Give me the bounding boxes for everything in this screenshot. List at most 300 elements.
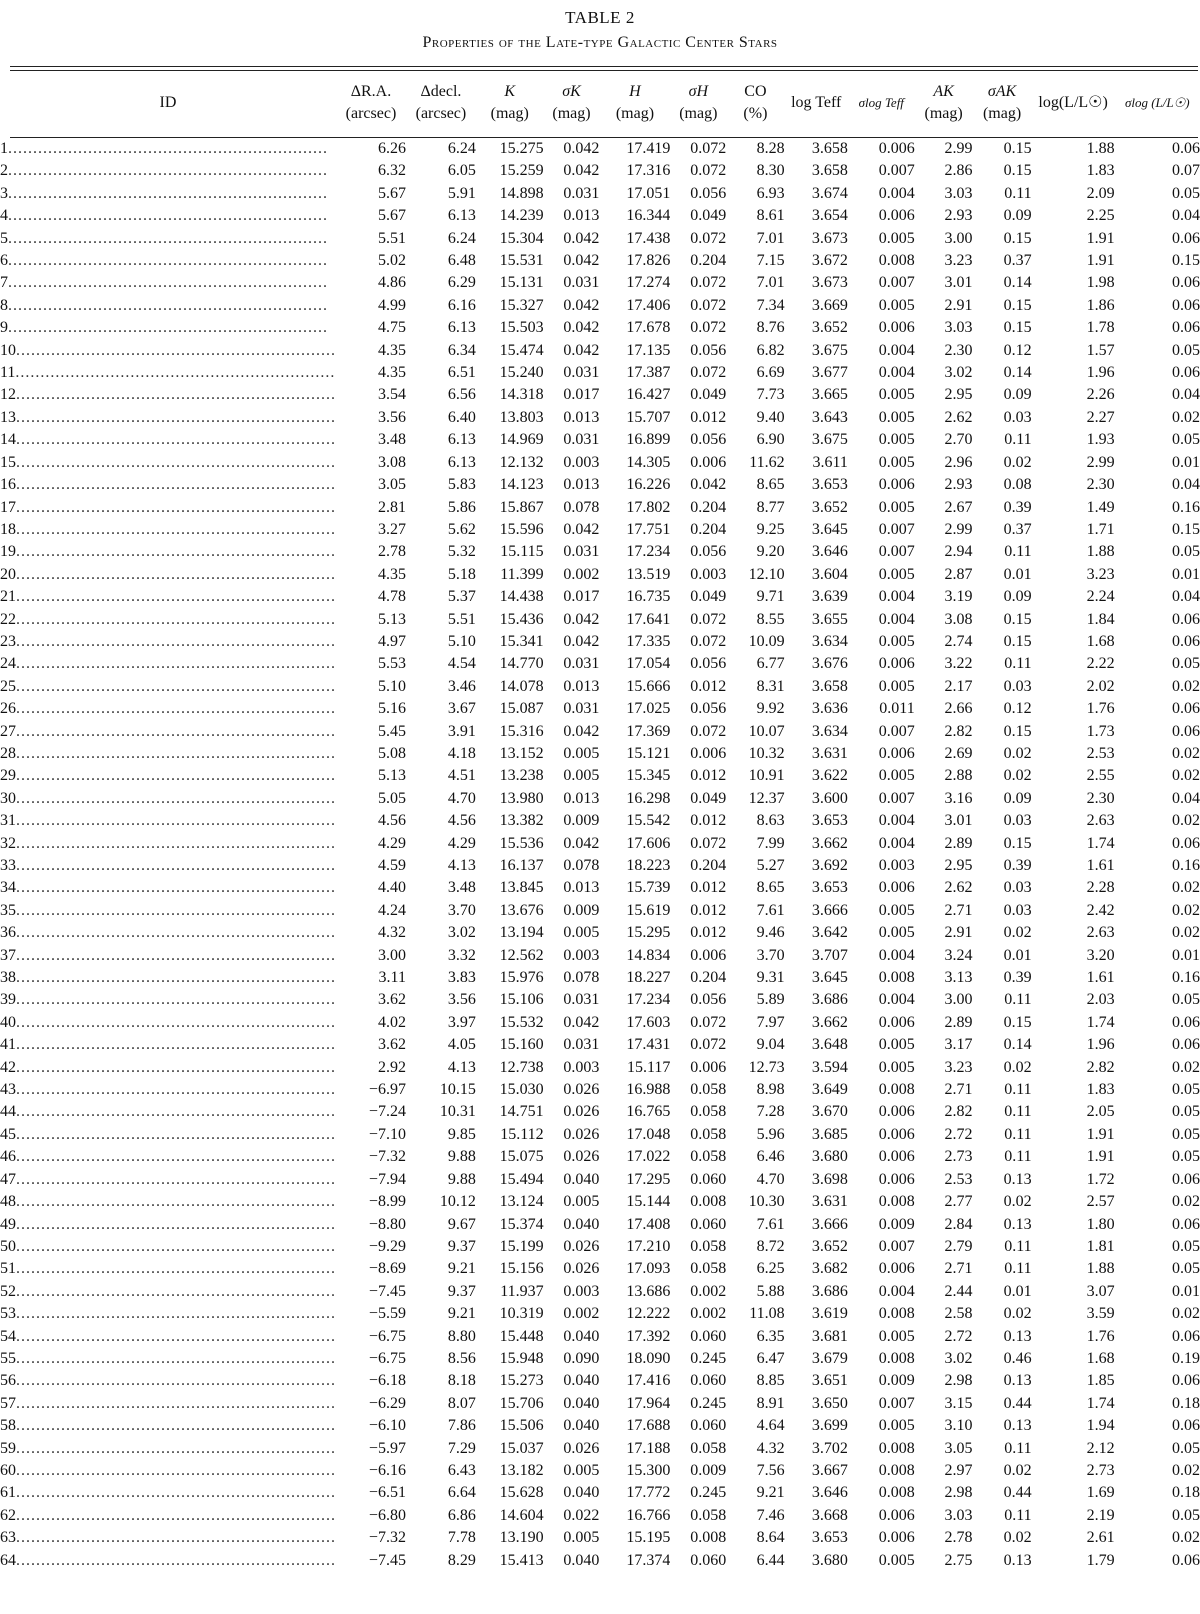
cell-sig_k: 0.005 (563, 767, 600, 785)
cell-logteff: 3.639 (811, 588, 848, 606)
cell-logl: 2.61 (1086, 1529, 1115, 1547)
cell-k: 15.506 (499, 1417, 544, 1435)
cell-dra: −8.69 (368, 1260, 406, 1278)
cell-sig_h: 0.012 (690, 767, 727, 785)
cell-sig_h: 0.056 (690, 543, 727, 561)
table-row (0, 788, 1200, 810)
cell-ddec: 4.70 (447, 789, 476, 807)
cell-co: 10.07 (748, 722, 785, 740)
cell-sig_h: 0.058 (690, 1439, 727, 1457)
cell-sig_logteff: 0.006 (878, 476, 915, 494)
cell-id: 25 ..... (0, 676, 336, 698)
cell-h: 15.345 (626, 767, 671, 785)
cell-h: 12.222 (626, 1305, 671, 1323)
cell-dra: −7.45 (368, 1282, 406, 1300)
cell-h: 17.210 (626, 1237, 671, 1255)
cell-sig_k: 0.013 (563, 677, 600, 695)
cell-k: 12.738 (499, 1058, 544, 1076)
table-row (0, 340, 1200, 362)
cell-sig_logl: 0.05 (1172, 1103, 1200, 1121)
col-header-sigma-k: σK (mag) (552, 83, 591, 122)
cell-dra: −7.94 (368, 1170, 406, 1188)
cell-sig_h: 0.072 (690, 722, 727, 740)
cell-h: 17.025 (626, 700, 671, 718)
cell-dra: −6.75 (368, 1349, 406, 1367)
cell-sig_logl: 0.06 (1172, 700, 1200, 718)
cell-logteff: 3.658 (811, 140, 848, 157)
cell-ddec: 6.24 (447, 229, 476, 247)
cell-sig_logl: 0.06 (1172, 229, 1200, 247)
cell-k: 15.275 (499, 140, 544, 157)
cell-sig_h: 0.058 (690, 1081, 727, 1099)
cell-ddec: 3.97 (447, 1013, 476, 1031)
cell-h: 15.117 (627, 1058, 671, 1076)
cell-sig_k: 0.026 (563, 1125, 600, 1143)
cell-sig_logteff: 0.004 (878, 1282, 915, 1300)
cell-sig_logteff: 0.007 (878, 162, 915, 180)
cell-ak: 3.01 (944, 274, 973, 292)
cell-sig_ak: 0.02 (1003, 453, 1032, 471)
cell-logl: 1.91 (1086, 1148, 1115, 1166)
cell-sig_logteff: 0.006 (878, 1148, 915, 1166)
cell-logteff: 3.651 (811, 1372, 848, 1390)
cell-sig_logteff: 0.005 (878, 1036, 915, 1054)
cell-co: 7.01 (756, 274, 785, 292)
cell-sig_ak: 0.15 (1003, 162, 1032, 180)
cell-logl: 1.76 (1086, 1327, 1115, 1345)
cell-sig_h: 0.002 (690, 1282, 727, 1300)
table-row (0, 183, 1200, 205)
table-row (0, 1303, 1200, 1325)
cell-sig_k: 0.022 (563, 1506, 600, 1524)
cell-sig_ak: 0.11 (1004, 543, 1032, 561)
cell-k: 14.438 (499, 588, 544, 606)
cell-logteff: 3.654 (811, 207, 848, 225)
cell-id: 1 ..... (0, 136, 336, 160)
cell-k: 15.131 (499, 274, 544, 292)
cell-h: 17.316 (626, 162, 671, 180)
cell-sig_h: 0.060 (690, 1417, 727, 1435)
cell-sig_logl: 0.02 (1172, 1058, 1200, 1076)
cell-k: 15.112 (500, 1125, 544, 1143)
cell-dra: 2.78 (377, 543, 406, 561)
cell-h: 17.022 (626, 1148, 671, 1166)
cell-sig_logl: 0.02 (1172, 924, 1200, 942)
cell-sig_k: 0.005 (563, 924, 600, 942)
cell-h: 17.406 (626, 296, 671, 314)
cell-dra: 3.08 (377, 453, 406, 471)
cell-id: 46 ..... (0, 1146, 336, 1168)
cell-id: 2 ..... (0, 160, 336, 182)
cell-logteff: 3.681 (811, 1327, 848, 1345)
cell-logl: 1.61 (1086, 857, 1115, 874)
cell-sig_logl: 0.01 (1172, 1282, 1200, 1300)
cell-k: 13.182 (499, 1461, 544, 1479)
cell-co: 6.93 (756, 184, 785, 202)
cell-co: 7.15 (756, 252, 785, 270)
cell-sig_logl: 0.02 (1172, 744, 1200, 762)
cell-sig_ak: 0.11 (1004, 1081, 1032, 1099)
cell-ak: 3.24 (944, 946, 973, 964)
cell-id: 18 ..... (0, 519, 336, 541)
table-row (0, 317, 1200, 339)
cell-logteff: 3.611 (812, 453, 848, 471)
cell-logteff: 3.646 (811, 1484, 848, 1502)
cell-ak: 2.69 (944, 744, 973, 762)
cell-logl: 1.96 (1086, 1036, 1115, 1054)
cell-id: 34 ..... (0, 877, 336, 899)
cell-co: 7.99 (756, 834, 785, 852)
table-row (0, 295, 1200, 317)
cell-sig_logteff: 0.006 (878, 744, 915, 762)
cell-co: 8.63 (756, 812, 785, 830)
cell-sig_h: 0.049 (690, 386, 727, 404)
cell-id: 33 ..... (0, 855, 336, 877)
cell-sig_logteff: 0.006 (878, 1013, 915, 1031)
cell-sig_ak: 0.15 (1003, 834, 1032, 852)
cell-ak: 2.78 (944, 1529, 973, 1547)
cell-ddec: 4.56 (447, 812, 476, 830)
cell-logl: 2.25 (1086, 207, 1115, 225)
cell-logteff: 3.676 (811, 655, 848, 673)
cell-ak: 2.70 (944, 431, 973, 449)
cell-k: 13.980 (499, 789, 544, 807)
cell-id: 58 ..... (0, 1415, 336, 1437)
cell-logl: 2.27 (1086, 408, 1115, 426)
cell-ak: 2.93 (944, 476, 973, 494)
table-row (0, 833, 1200, 855)
cell-sig_k: 0.040 (563, 1551, 600, 1569)
cell-co: 6.82 (756, 341, 785, 359)
cell-logl: 1.91 (1086, 1125, 1115, 1143)
cell-sig_logteff: 0.008 (878, 252, 915, 270)
cell-id: 59 ..... (0, 1438, 336, 1460)
cell-ddec: 4.13 (447, 857, 476, 874)
cell-ak: 2.99 (944, 520, 973, 538)
cell-sig_k: 0.013 (563, 476, 600, 494)
cell-logl: 1.98 (1086, 274, 1115, 292)
cell-logl: 1.69 (1086, 1484, 1115, 1502)
cell-logl: 1.85 (1086, 1372, 1115, 1390)
cell-dra: 4.56 (377, 812, 406, 830)
table-row (0, 205, 1200, 227)
cell-sig_logl: 0.02 (1172, 1305, 1200, 1323)
cell-logl: 1.79 (1086, 1551, 1115, 1569)
cell-sig_logl: 0.07 (1172, 162, 1200, 180)
cell-sig_logl: 0.06 (1172, 632, 1200, 650)
cell-sig_logteff: 0.005 (878, 767, 915, 785)
cell-sig_k: 0.040 (563, 1327, 600, 1345)
cell-k: 15.494 (499, 1170, 544, 1188)
cell-ak: 2.30 (944, 341, 973, 359)
cell-h: 16.427 (626, 386, 671, 404)
cell-sig_ak: 0.09 (1003, 207, 1032, 225)
cell-sig_ak: 0.15 (1003, 1013, 1032, 1031)
cell-h: 17.678 (626, 319, 671, 337)
cell-logl: 3.23 (1086, 565, 1115, 583)
cell-dra: 3.11 (378, 969, 406, 987)
cell-logl: 2.30 (1086, 476, 1115, 494)
cell-ak: 2.89 (944, 1013, 973, 1031)
cell-sig_h: 0.012 (690, 924, 727, 942)
cell-ak: 3.23 (944, 1058, 973, 1076)
cell-sig_ak: 0.44 (1003, 1394, 1032, 1412)
cell-sig_k: 0.026 (563, 1081, 600, 1099)
cell-sig_h: 0.072 (690, 162, 727, 180)
cell-sig_logteff: 0.005 (878, 632, 915, 650)
cell-sig_k: 0.002 (563, 565, 600, 583)
cell-sig_k: 0.042 (563, 252, 600, 270)
cell-dra: 4.35 (377, 565, 406, 583)
table-row (0, 810, 1200, 832)
cell-ak: 2.44 (944, 1282, 973, 1300)
cell-dra: 2.92 (377, 1058, 406, 1076)
cell-sig_ak: 0.37 (1003, 520, 1032, 538)
cell-id: 36 ..... (0, 922, 336, 944)
cell-h: 16.298 (626, 789, 671, 807)
cell-ak: 2.87 (944, 565, 973, 583)
cell-sig_h: 0.058 (690, 1260, 727, 1278)
cell-sig_ak: 0.13 (1003, 1215, 1032, 1233)
cell-logl: 1.57 (1086, 341, 1115, 359)
cell-logl: 2.05 (1086, 1103, 1115, 1121)
cell-logl: 1.94 (1086, 1417, 1115, 1435)
cell-sig_ak: 0.15 (1003, 610, 1032, 628)
cell-ddec: 6.48 (447, 252, 476, 270)
cell-sig_logl: 0.05 (1172, 1506, 1200, 1524)
cell-k: 13.382 (499, 812, 544, 830)
cell-sig_ak: 0.11 (1004, 1148, 1032, 1166)
cell-logl: 1.88 (1086, 140, 1115, 157)
cell-ak: 2.72 (944, 1125, 973, 1143)
cell-ddec: 3.70 (447, 901, 476, 919)
table-row (0, 1169, 1200, 1191)
cell-sig_ak: 0.37 (1003, 252, 1032, 270)
cell-co: 9.20 (756, 543, 785, 561)
cell-sig_k: 0.042 (563, 632, 600, 650)
cell-id: 53 ..... (0, 1303, 336, 1325)
cell-h: 16.899 (626, 431, 671, 449)
cell-h: 17.826 (626, 252, 671, 270)
col-header-ddec: Δdecl. (arcsec) (415, 83, 467, 122)
cell-ak: 3.03 (944, 184, 973, 202)
cell-sig_logl: 0.05 (1172, 1439, 1200, 1457)
cell-sig_logteff: 0.006 (878, 1506, 915, 1524)
cell-logteff: 3.658 (811, 162, 848, 180)
cell-logl: 2.63 (1086, 812, 1115, 830)
cell-dra: 4.24 (377, 901, 406, 919)
cell-id: 64 ..... (0, 1550, 336, 1572)
cell-sig_h: 0.060 (690, 1215, 727, 1233)
cell-co: 9.71 (756, 588, 785, 606)
table-body (0, 136, 1200, 1572)
cell-k: 11.937 (500, 1282, 544, 1300)
cell-ak: 2.71 (944, 901, 973, 919)
cell-k: 15.867 (499, 498, 544, 516)
table-row (0, 474, 1200, 496)
cell-ak: 2.91 (944, 296, 973, 314)
cell-sig_h: 0.204 (690, 969, 727, 987)
cell-k: 14.969 (499, 431, 544, 449)
cell-sig_h: 0.006 (690, 1058, 727, 1076)
cell-k: 13.190 (499, 1529, 544, 1547)
cell-sig_k: 0.078 (563, 498, 600, 516)
cell-sig_k: 0.003 (563, 946, 600, 964)
cell-dra: −6.97 (368, 1081, 406, 1099)
cell-id: 20 ..... (0, 564, 336, 586)
cell-ak: 2.77 (944, 1193, 973, 1211)
cell-co: 5.96 (756, 1125, 785, 1143)
cell-co: 9.40 (756, 408, 785, 426)
cell-sig_logteff: 0.005 (878, 1058, 915, 1076)
cell-h: 17.374 (626, 1551, 671, 1569)
cell-sig_logl: 0.01 (1172, 565, 1200, 583)
cell-logl: 2.12 (1086, 1439, 1115, 1457)
cell-sig_ak: 0.15 (1003, 229, 1032, 247)
cell-id: 14 ..... (0, 429, 336, 451)
cell-h: 18.227 (626, 969, 671, 987)
cell-ak: 3.03 (944, 1506, 973, 1524)
cell-sig_h: 0.245 (690, 1349, 727, 1367)
cell-sig_ak: 0.15 (1003, 319, 1032, 337)
cell-sig_ak: 0.03 (1003, 408, 1032, 426)
cell-ak: 3.22 (944, 655, 973, 673)
table-row (0, 1191, 1200, 1213)
cell-id: 57 ..... (0, 1393, 336, 1415)
cell-sig_ak: 0.09 (1003, 588, 1032, 606)
cell-co: 9.21 (756, 1484, 785, 1502)
cell-k: 14.123 (499, 476, 544, 494)
cell-k: 15.037 (499, 1439, 544, 1457)
cell-ddec: 10.15 (439, 1081, 476, 1099)
cell-ddec: 6.13 (447, 431, 476, 449)
cell-id: 29 ..... (0, 765, 336, 787)
cell-h: 15.121 (626, 744, 671, 762)
cell-ak: 2.88 (944, 767, 973, 785)
cell-logteff: 3.699 (811, 1417, 848, 1435)
cell-ak: 2.91 (944, 924, 973, 942)
cell-ak: 3.19 (944, 588, 973, 606)
cell-sig_ak: 0.12 (1003, 700, 1032, 718)
cell-co: 7.56 (756, 1461, 785, 1479)
cell-ak: 3.17 (944, 1036, 973, 1054)
cell-logl: 1.68 (1086, 632, 1115, 650)
cell-dra: 5.67 (377, 184, 406, 202)
cell-logteff: 3.662 (811, 834, 848, 852)
cell-h: 17.964 (626, 1394, 671, 1412)
cell-h: 15.707 (626, 408, 671, 426)
cell-sig_logteff: 0.005 (878, 924, 915, 942)
cell-h: 17.135 (626, 341, 671, 359)
cell-sig_logl: 0.02 (1172, 408, 1200, 426)
cell-sig_logteff: 0.005 (878, 565, 915, 583)
table-row (0, 160, 1200, 182)
cell-h: 18.223 (626, 857, 671, 874)
cell-sig_logteff: 0.008 (878, 1193, 915, 1211)
cell-sig_h: 0.012 (690, 812, 727, 830)
cell-id: 39 ..... (0, 989, 336, 1011)
cell-dra: 5.67 (377, 207, 406, 225)
cell-sig_logl: 0.06 (1172, 140, 1200, 157)
cell-co: 8.31 (756, 677, 785, 695)
cell-sig_h: 0.072 (690, 229, 727, 247)
cell-k: 15.531 (499, 252, 544, 270)
table-row (0, 250, 1200, 272)
cell-ddec: 6.56 (447, 386, 476, 404)
table-row (0, 1034, 1200, 1056)
cell-ak: 2.53 (944, 1170, 973, 1188)
cell-co: 6.46 (756, 1148, 785, 1166)
cell-sig_h: 0.245 (690, 1394, 727, 1412)
table-row (0, 362, 1200, 384)
cell-logl: 1.74 (1086, 1394, 1115, 1412)
cell-k: 15.503 (499, 319, 544, 337)
stars-table (0, 70, 1200, 1572)
cell-sig_logteff: 0.009 (878, 1215, 915, 1233)
cell-ak: 2.71 (944, 1260, 973, 1278)
cell-sig_ak: 0.11 (1004, 1237, 1032, 1255)
cell-co: 8.77 (756, 498, 785, 516)
cell-h: 17.234 (626, 543, 671, 561)
table-row (0, 967, 1200, 989)
cell-sig_h: 0.008 (690, 1529, 727, 1547)
cell-id: 61 ..... (0, 1482, 336, 1504)
cell-sig_logteff: 0.004 (878, 184, 915, 202)
cell-sig_h: 0.204 (690, 857, 727, 874)
cell-co: 4.32 (756, 1439, 785, 1457)
cell-sig_logteff: 0.007 (878, 520, 915, 538)
cell-ddec: 3.48 (447, 879, 476, 897)
table-row (0, 384, 1200, 406)
cell-k: 12.132 (499, 453, 544, 471)
cell-logteff: 3.666 (811, 901, 848, 919)
cell-h: 16.766 (626, 1506, 671, 1524)
cell-sig_h: 0.072 (690, 632, 727, 650)
table-row (0, 631, 1200, 653)
table-row (0, 1460, 1200, 1482)
cell-sig_ak: 0.03 (1003, 901, 1032, 919)
cell-ddec: 4.51 (447, 767, 476, 785)
table-row (0, 586, 1200, 608)
cell-sig_k: 0.002 (563, 1305, 600, 1323)
cell-logl: 1.74 (1086, 834, 1115, 852)
cell-sig_ak: 0.11 (1004, 1260, 1032, 1278)
cell-ddec: 9.37 (447, 1282, 476, 1300)
cell-sig_logteff: 0.008 (878, 1305, 915, 1323)
table-row (0, 519, 1200, 541)
cell-k: 15.075 (499, 1148, 544, 1166)
cell-ak: 2.71 (944, 1081, 973, 1099)
cell-dra: 3.54 (377, 386, 406, 404)
cell-ddec: 3.46 (447, 677, 476, 695)
table-row (0, 1258, 1200, 1280)
cell-sig_logl: 0.05 (1172, 991, 1200, 1009)
cell-k: 13.238 (499, 767, 544, 785)
cell-h: 13.686 (626, 1282, 671, 1300)
table-row (0, 1482, 1200, 1504)
table-row (0, 1527, 1200, 1549)
cell-sig_logteff: 0.007 (878, 789, 915, 807)
cell-sig_logteff: 0.005 (878, 1551, 915, 1569)
cell-co: 8.85 (756, 1372, 785, 1390)
cell-sig_ak: 0.08 (1003, 476, 1032, 494)
table-row (0, 136, 1200, 160)
cell-h: 15.144 (626, 1193, 671, 1211)
cell-sig_k: 0.040 (563, 1417, 600, 1435)
cell-id: 7 ..... (0, 272, 336, 294)
cell-sig_ak: 0.02 (1003, 924, 1032, 942)
cell-h: 15.619 (626, 901, 671, 919)
